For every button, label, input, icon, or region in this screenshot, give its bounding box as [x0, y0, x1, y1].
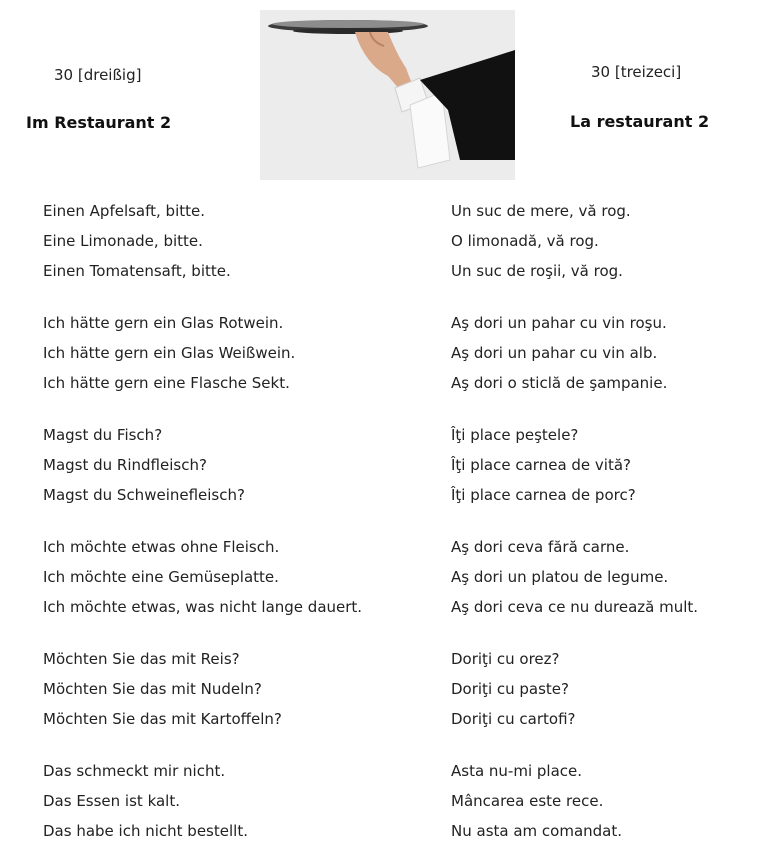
phrase-german-7: Magst du Fisch?: [43, 426, 163, 444]
phrase-romanian-2: O limonadă, vă rog.: [451, 232, 599, 250]
phrase-romanian-18: Nu asta am comandat.: [451, 822, 623, 840]
lesson-number-german: 30 [dreißig]: [54, 66, 142, 84]
phrase-romanian-8: Îţi place carnea de vită?: [451, 456, 631, 474]
phrase-german-11: Ich möchte eine Gemüseplatte.: [43, 568, 279, 586]
phrase-german-16: Das schmeckt mir nicht.: [43, 762, 226, 780]
phrase-romanian-10: Aş dori ceva fără carne.: [451, 538, 630, 556]
phrase-german-8: Magst du Rindfleisch?: [43, 456, 207, 474]
lesson-title-german: Im Restaurant 2: [26, 113, 172, 132]
phrase-german-14: Möchten Sie das mit Nudeln?: [43, 680, 262, 698]
phrase-romanian-13: Doriţi cu orez?: [451, 650, 560, 668]
phrase-german-18: Das habe ich nicht bestellt.: [43, 822, 248, 840]
lesson-number-romanian: 30 [treizeci]: [591, 63, 682, 81]
phrase-german-3: Einen Tomatensaft, bitte.: [43, 262, 231, 280]
waiter-hand-holding-tray-icon: [260, 10, 515, 180]
phrase-german-4: Ich hätte gern ein Glas Rotwein.: [43, 314, 284, 332]
phrase-romanian-16: Asta nu-mi place.: [451, 762, 583, 780]
phrase-german-9: Magst du Schweinefleisch?: [43, 486, 245, 504]
phrase-romanian-3: Un suc de roşii, vă rog.: [451, 262, 623, 280]
phrase-romanian-14: Doriţi cu paste?: [451, 680, 570, 698]
phrase-german-6: Ich hätte gern eine Flasche Sekt.: [43, 374, 290, 392]
phrase-german-5: Ich hätte gern ein Glas Weißwein.: [43, 344, 296, 362]
phrase-german-10: Ich möchte etwas ohne Fleisch.: [43, 538, 280, 556]
phrase-romanian-7: Îţi place peştele?: [451, 426, 579, 444]
phrase-romanian-1: Un suc de mere, vă rog.: [451, 202, 631, 220]
phrase-romanian-9: Îţi place carnea de porc?: [451, 486, 636, 504]
phrase-romanian-6: Aş dori o sticlă de şampanie.: [451, 374, 668, 392]
phrase-romanian-5: Aş dori un pahar cu vin alb.: [451, 344, 658, 362]
phrase-romanian-17: Mâncarea este rece.: [451, 792, 604, 810]
phrase-german-12: Ich möchte etwas, was nicht lange dauert.: [43, 598, 363, 616]
phrase-romanian-12: Aş dori ceva ce nu durează mult.: [451, 598, 699, 616]
phrase-german-1: Einen Apfelsaft, bitte.: [43, 202, 206, 220]
phrase-romanian-15: Doriţi cu cartofi?: [451, 710, 576, 728]
phrase-german-17: Das Essen ist kalt.: [43, 792, 180, 810]
phrase-german-2: Eine Limonade, bitte.: [43, 232, 203, 250]
waiter-tray-illustration: [260, 10, 515, 180]
lesson-title-romanian: La restaurant 2: [570, 112, 710, 131]
phrase-romanian-4: Aş dori un pahar cu vin roşu.: [451, 314, 667, 332]
phrase-german-15: Möchten Sie das mit Kartoffeln?: [43, 710, 282, 728]
phrase-romanian-11: Aş dori un platou de legume.: [451, 568, 669, 586]
phrase-german-13: Möchten Sie das mit Reis?: [43, 650, 240, 668]
